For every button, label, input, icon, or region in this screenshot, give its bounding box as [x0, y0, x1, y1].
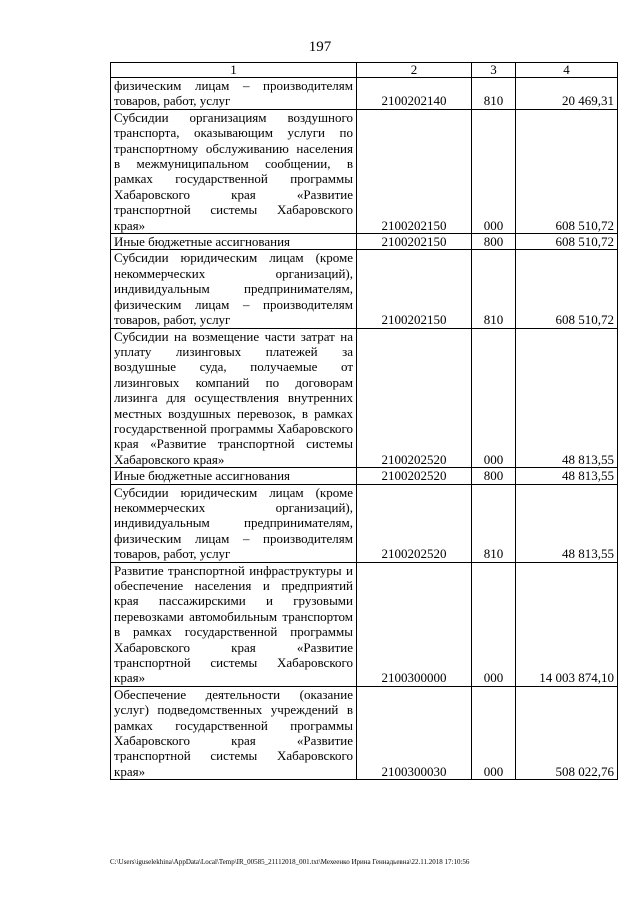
table-row: [111, 686, 618, 779]
row-type: 000: [472, 686, 516, 779]
table-row: [111, 562, 618, 686]
table-header-row: [111, 63, 618, 78]
table-row: [111, 484, 618, 562]
row-name: Субсидии на возмещение части затрат на уплату лизинговых платежей за воздушные суда, получаемые от лизинговых компаний по договорам лизинга для осуществления внутренних местных воздушных перевозок, в рамках государственной программы Хабаровского края «Развитие транспортной системы Хабаровского края»: [111, 328, 357, 468]
column-header-3: 3: [472, 63, 516, 78]
table-row: [111, 234, 618, 250]
column-header-2: 2: [357, 63, 472, 78]
file-path-footer: C:\Users\iguselekhina\AppData\Local\Temp\IR_00585_21112018_001.txt\Мехеенко Ирина Геннадьевна\22.11.2018 17:10:56: [110, 858, 470, 866]
row-name: физическим лицам – производителям товаров, работ, услуг: [111, 78, 357, 110]
row-amount: 48 813,55: [516, 484, 618, 562]
row-name: Субсидии юридическим лицам (кроме некоммерческих организаций), индивидуальным предпринимателям, физическим лицам – производителям товаров, работ, услуг: [111, 250, 357, 328]
row-amount: 20 469,31: [516, 78, 618, 110]
row-code: 2100202150: [357, 109, 472, 233]
row-type: 000: [472, 328, 516, 468]
table-row: [111, 109, 618, 233]
row-name: Субсидии юридическим лицам (кроме некоммерческих организаций), индивидуальным предпринимателям, физическим лицам – производителям товаров, работ, услуг: [111, 484, 357, 562]
row-code: 2100202520: [357, 468, 472, 484]
row-name: Субсидии организациям воздушного транспорта, оказывающим услуги по транспортному обслуживанию населения в межмуниципальном сообщении, в рамках государственной программы Хабаровского края «Развитие транспортной системы Хабаровского края»: [111, 109, 357, 233]
row-type: 800: [472, 234, 516, 250]
row-code: 2100202140: [357, 78, 472, 110]
row-type: 810: [472, 78, 516, 110]
row-type: 810: [472, 484, 516, 562]
row-name: Иные бюджетные ассигнования: [111, 234, 357, 250]
row-code: 2100300030: [357, 686, 472, 779]
row-amount: 48 813,55: [516, 328, 618, 468]
column-header-1: 1: [111, 63, 357, 78]
table-row: [111, 78, 618, 110]
row-name: Обеспечение деятельности (оказание услуг) подведомственных учреждений в рамках государственной программы Хабаровского края «Развитие транспортной системы Хабаровского края»: [111, 686, 357, 779]
row-amount: 48 813,55: [516, 468, 618, 484]
row-code: 2100202150: [357, 234, 472, 250]
row-code: 2100202150: [357, 250, 472, 328]
row-amount: 608 510,72: [516, 109, 618, 233]
row-amount: 508 022,76: [516, 686, 618, 779]
table-row: [111, 468, 618, 484]
table-row: [111, 250, 618, 328]
page-number: 197: [308, 39, 332, 55]
row-amount: 608 510,72: [516, 234, 618, 250]
row-code: 2100300000: [357, 562, 472, 686]
row-amount: 14 003 874,10: [516, 562, 618, 686]
budget-table: [110, 62, 618, 780]
row-name: Иные бюджетные ассигнования: [111, 468, 357, 484]
row-type: 810: [472, 250, 516, 328]
table-row: [111, 328, 618, 468]
row-code: 2100202520: [357, 328, 472, 468]
row-type: 000: [472, 562, 516, 686]
row-type: 800: [472, 468, 516, 484]
row-type: 000: [472, 109, 516, 233]
row-code: 2100202520: [357, 484, 472, 562]
column-header-4: 4: [516, 63, 618, 78]
row-name: Развитие транспортной инфраструктуры и обеспечение населения и предприятий края пассажирскими и грузовыми перевозками автомобильным транспортом в рамках государственной программы Хабаровского края «Развитие транспортной системы Хабаровского края»: [111, 562, 357, 686]
row-amount: 608 510,72: [516, 250, 618, 328]
